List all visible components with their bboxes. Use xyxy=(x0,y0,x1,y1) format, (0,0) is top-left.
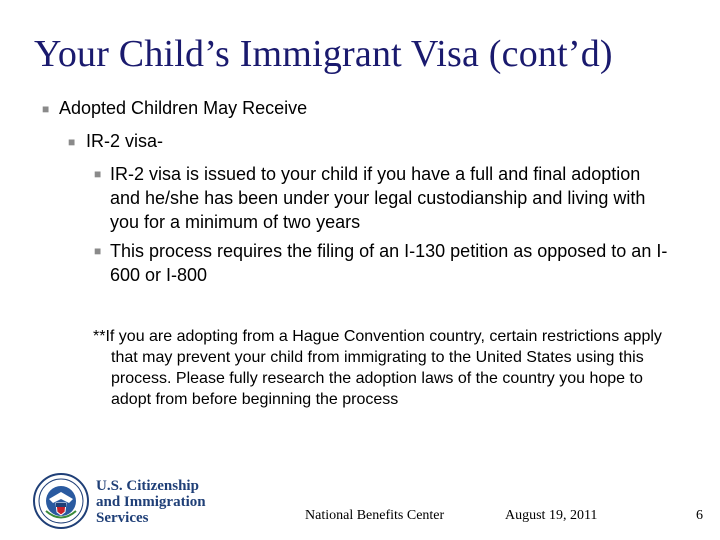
bullet-level1-text: Adopted Children May Receive xyxy=(59,98,308,118)
logo-line3: Services xyxy=(96,510,149,526)
dhs-seal-icon xyxy=(32,472,90,530)
logo-line2: and Immigration xyxy=(96,494,206,510)
footer-center-label: National Benefits Center xyxy=(305,508,445,523)
bullet-level3b-text: This process requires the filing of an I-130 petition as opposed to an I-600 or I-800 xyxy=(110,241,668,285)
logo-line1: U.S. Citizenship xyxy=(96,478,199,494)
square-bullet-icon: ■ xyxy=(94,244,102,258)
logo-wordmark xyxy=(96,478,206,526)
footer-date: August 19, 2011 xyxy=(505,508,598,523)
note-text: **If you are adopting from a Hague Convention country, certain restrictions apply that may prevent your child from immigrating to the United States using this process. Please fully research the adoption laws of the country you hope to adopt from before beginning the process xyxy=(93,328,662,408)
slide-title: Your Child’s Immigrant Visa (cont’d) xyxy=(34,33,613,75)
square-bullet-icon: ■ xyxy=(42,102,50,116)
hague-convention-note xyxy=(93,326,673,410)
bullet-level2 xyxy=(68,129,678,153)
square-bullet-icon: ■ xyxy=(94,167,102,181)
square-bullet-icon: ■ xyxy=(68,135,76,149)
page-number: 6 xyxy=(696,508,703,523)
uscis-logo xyxy=(32,472,232,530)
bullet-level3a-text: IR-2 visa is issued to your child if you have a full and final adoption and he/she has been under your legal custodianship and living with you for a minimum of two years xyxy=(110,164,646,232)
bullet-level3-ir2-details xyxy=(94,162,674,234)
bullet-level3-i130-details xyxy=(94,239,674,287)
bullet-level1 xyxy=(42,96,682,120)
bullet-level2-text: IR-2 visa- xyxy=(86,131,164,151)
